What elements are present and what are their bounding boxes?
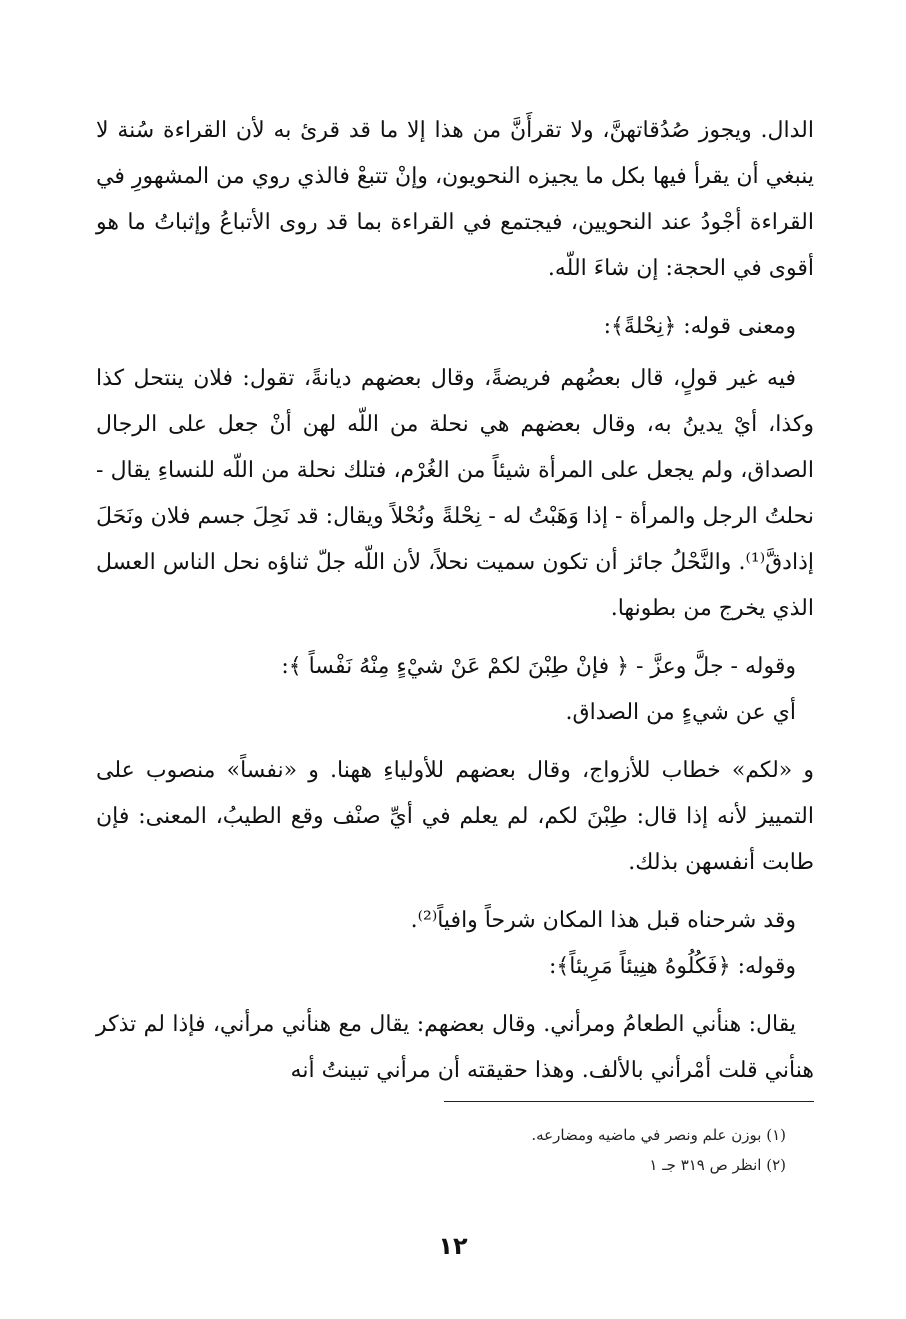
main-text — [96, 108, 814, 1094]
paragraph-verse-kuluhu: وقوله: ﴿فَكُلُوهُ هنِيئاً مَرِيئاً﴾: — [548, 954, 796, 979]
footnote-divider — [444, 1101, 814, 1102]
paragraph-verse-tibna: وقوله - جلَّ وعزَّ - ﴿ فإنْ طِبْنَ لكمْ عَنْ شيْءٍ مِنْهُ نَفْساً ﴾: — [281, 654, 796, 679]
paragraph-1: الدال. ويجوز صُدُقاتهنَّ، ولا تقرأَنَّ من هذا إلا ما قد قرئ به لأن القراءة سُنة لا ينبغي أن يقرأ فيها بكل ما يجيزه النحويون، وإنْ تتبعْ فالذي روي من المشهورِ في القراءة أجْودُ عند النحويين، فيجتمع في القراءة بما قد روى الأتباعُ وإثباتُ ما هو أقوى في الحجة: إن شاءَ اللّه. — [96, 118, 814, 281]
paragraph-5: وقد شرحناه قبل هذا المكان شرحاً وافياً⁽²⁾. — [410, 908, 796, 933]
footnote-2: (٢) انظر ص ٣١٩ جـ ١ — [649, 1156, 786, 1174]
footnote-1: (١) بوزن علم ونصر في ماضيه ومضارعه. — [531, 1126, 786, 1144]
paragraph-6: يقال: هنأني الطعامُ ومرأني. وقال بعضهم: يقال مع هنأني مرأني، فإذا لم تذكر هنأني قلت أمْرأني بالألف. وهذا حقيقته أن مرأني تبينتُ أنه — [96, 1012, 814, 1083]
footnotes — [96, 1120, 786, 1180]
paragraph-4: و «لكم» خطاب للأزواج، وقال بعضهم للأولياءِ ههنا. و «نفساً» منصوب على التمييز لأنه إذا قال: طِبْنَ لكم، لم يعلم في أيِّ صنْف وقع الطيبُ، المعنى: فإن طابت أنفسهن بذلك. — [96, 758, 814, 875]
paragraph-heading-nihla: ومعنى قوله: ﴿نِحْلةً﴾: — [603, 314, 796, 339]
paragraph-3: أي عن شيءٍ من الصداق. — [565, 700, 796, 725]
paragraph-2: فيه غير قولٍ، قال بعضُهم فريضةً، وقال بعضهم ديانةً، تقول: فلان ينتحل كذا وكذا، أيْ يدينُ به، وقال بعضهم هي نحلة من اللّه لهن أنْ جعل على الرجال الصداق، ولم يجعل على المرأة شيئاً من الغُرْم، فتلك نحلة من اللّه للنساءِ يقال - نحلتُ الرجل والمرأة - إذا وَهَبْتُ له - نِحْلةً ونُحْلاً ويقال: قد نَحِلَ جسم فلان ونَحَلَ إذادقَّ⁽¹⁾. والنَّحْلُ جائز أن تكون سميت نحلاً، لأن اللّه جلّ ثناؤه نحل الناس العسل الذي يخرج من بطونها. — [96, 366, 815, 621]
page-number: ١٢ — [438, 1232, 468, 1260]
